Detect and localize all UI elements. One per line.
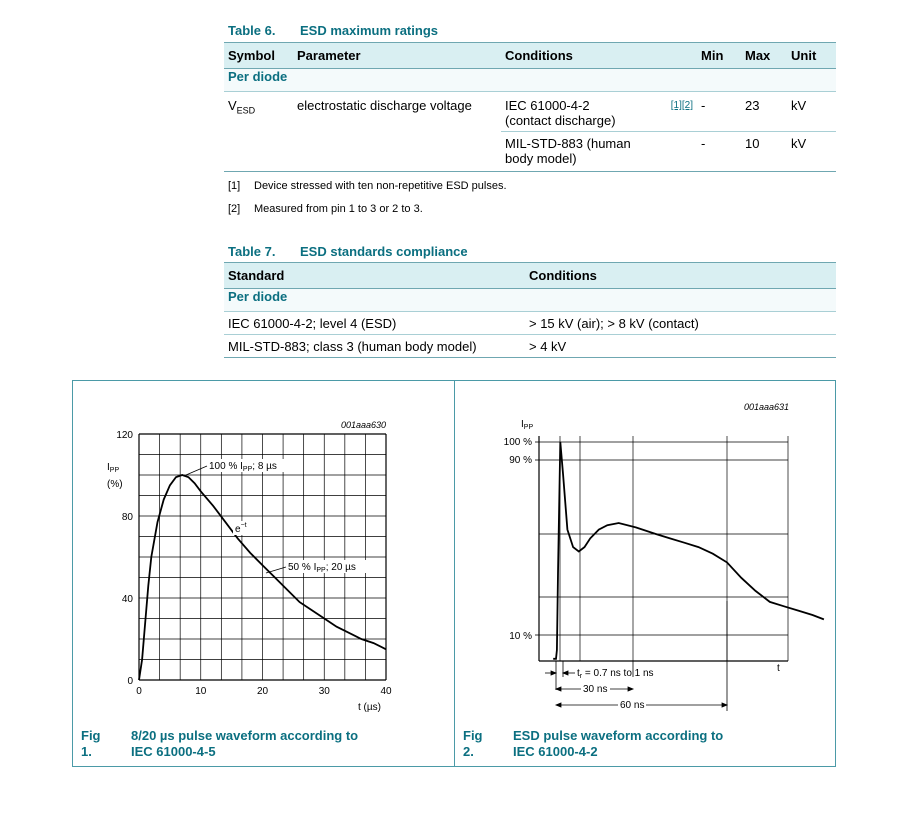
conditions-cell	[501, 92, 659, 132]
footnote	[228, 203, 423, 215]
fig1-ytick-label: 0	[127, 676, 133, 687]
table7-caption	[228, 244, 468, 259]
table7-title: ESD standards compliance	[300, 244, 468, 259]
fig2-caption-text	[513, 728, 793, 760]
parameter-cell-empty	[293, 132, 501, 172]
standard-cell: MIL-STD-883; class 3 (human body model)	[224, 335, 525, 358]
fig1-ytick-label: 80	[121, 512, 133, 523]
table7-header-standard: Standard	[224, 263, 525, 289]
footnote-ref-link[interactable]: [1][2]	[670, 100, 693, 111]
footnote-text: Device stressed with ten non-repetitive ESD pulses.	[254, 180, 507, 192]
caption-line: IEC 61000-4-2	[513, 744, 598, 759]
table6-header-conditions: Conditions	[501, 43, 659, 69]
fig1-annotation-leader	[186, 466, 207, 475]
parameter-cell: electrostatic discharge voltage	[297, 98, 472, 113]
condition-line: IEC 61000-4-2	[505, 98, 590, 113]
symbol-main: V	[228, 98, 237, 113]
min-cell: -	[697, 92, 741, 132]
table6-header-ref	[659, 43, 697, 69]
condition-line: (contact discharge)	[505, 113, 616, 128]
table6-header-symbol: Symbol	[224, 43, 293, 69]
table7-group-label: Per diode	[224, 289, 836, 312]
fig1-ylabel: $I_{PP}$	[107, 462, 120, 474]
caption-line: IEC 61000-4-5	[131, 744, 216, 759]
table6-caption	[228, 23, 438, 38]
footnote-number: [1]	[228, 180, 241, 192]
footnote-text: Measured from pin 1 to 3 or 2 to 3.	[254, 203, 423, 215]
conditions-cell: > 4 kV	[525, 335, 836, 358]
table-row	[224, 335, 836, 358]
fig1-xtick-label: 20	[256, 686, 269, 697]
fig2-xlabel: t	[777, 663, 780, 674]
fig2-tr-label: $t_r = 0.7$ ns to 1 ns	[577, 668, 654, 680]
fig2-chart	[455, 381, 835, 721]
fig1-number: Fig 1.	[81, 728, 101, 759]
max-cell: 23	[741, 92, 787, 132]
table6-header-max: Max	[741, 43, 787, 69]
fig1-code: 001aaa630	[340, 420, 386, 430]
table-row	[224, 132, 836, 172]
arrowhead	[563, 671, 568, 675]
table6-group-label: Per diode	[224, 69, 836, 92]
min-cell: -	[697, 132, 741, 172]
table7-header-row	[224, 263, 836, 289]
condition-line: MIL-STD-883 (human	[505, 136, 631, 151]
table6	[224, 42, 836, 172]
table7-group-row	[224, 289, 836, 312]
table6-header-row	[224, 43, 836, 69]
fig2-code: 001aaa631	[743, 402, 789, 412]
fig1-xtick-label: 30	[318, 686, 330, 697]
fig2-ylabel: $I_{PP}$	[521, 419, 534, 431]
fig1-xtick-label: 0	[136, 686, 142, 697]
fig2-timing-markers	[545, 601, 727, 711]
fig1-chart	[73, 381, 453, 721]
fig1-annotation-peak: 100 % $I_{PP}$; 8 µs	[209, 461, 277, 473]
symbol-cell-empty	[224, 132, 293, 172]
unit-cell: kV	[787, 132, 836, 172]
table-row	[224, 92, 836, 132]
fig2-ytick-label: 90 %	[509, 455, 532, 466]
table7-header-conditions: Conditions	[525, 263, 836, 289]
arrowhead	[556, 687, 561, 691]
arrowhead	[551, 671, 556, 675]
fig2-grid	[535, 436, 788, 661]
symbol-cell	[224, 92, 293, 132]
arrowhead	[628, 687, 633, 691]
unit-cell: kV	[787, 92, 836, 132]
table7	[224, 262, 836, 358]
fig1-xlabel: t (µs)	[358, 702, 381, 713]
fig2-waveform-line	[553, 442, 824, 659]
fig1-ytick-label: 40	[121, 594, 133, 605]
table6-header-unit: Unit	[787, 43, 836, 69]
conditions-cell: > 15 kV (air); > 8 kV (contact)	[525, 312, 836, 335]
fig1-ytick-label: 120	[116, 430, 133, 441]
ref-cell	[659, 92, 697, 132]
fig2-60ns-label: 60 ns	[620, 700, 645, 711]
table6-title: ESD maximum ratings	[300, 23, 438, 38]
caption-line: 8/20 µs pulse waveform according to	[131, 728, 359, 743]
fig1-xtick-label: 40	[380, 686, 392, 697]
caption-line: ESD pulse waveform according to	[513, 728, 724, 743]
fig1-ylabel-unit: (%)	[107, 479, 123, 490]
fig2-30ns-label: 30 ns	[583, 684, 608, 695]
fig1-annotation-exp: $e^{-t}$	[235, 522, 247, 535]
fig1-caption-text	[131, 728, 411, 760]
fig1-xtick-label: 10	[195, 686, 207, 697]
table6-header-min: Min	[697, 43, 741, 69]
standard-cell: IEC 61000-4-2; level 4 (ESD)	[224, 312, 525, 335]
footnote-number: [2]	[228, 203, 241, 215]
arrowhead	[556, 703, 561, 707]
table6-group-row	[224, 69, 836, 92]
fig1-annotation-half: 50 % $I_{PP}$; 20 µs	[288, 562, 356, 574]
ref-cell	[659, 132, 697, 172]
conditions-cell	[501, 132, 659, 172]
arrowhead	[722, 703, 727, 707]
table-row	[224, 312, 836, 335]
condition-line: body model)	[505, 151, 577, 166]
symbol-sub: ESD	[236, 105, 256, 116]
table7-number: Table 7.	[228, 244, 276, 259]
table6-header-parameter: Parameter	[293, 43, 501, 69]
footnote	[228, 180, 507, 192]
fig2-number: Fig 2.	[463, 728, 483, 759]
fig2-ytick-label: 100 %	[503, 437, 532, 448]
table6-number: Table 6.	[228, 23, 276, 38]
max-cell: 10	[741, 132, 787, 172]
fig2-ytick-label: 10 %	[509, 631, 532, 642]
